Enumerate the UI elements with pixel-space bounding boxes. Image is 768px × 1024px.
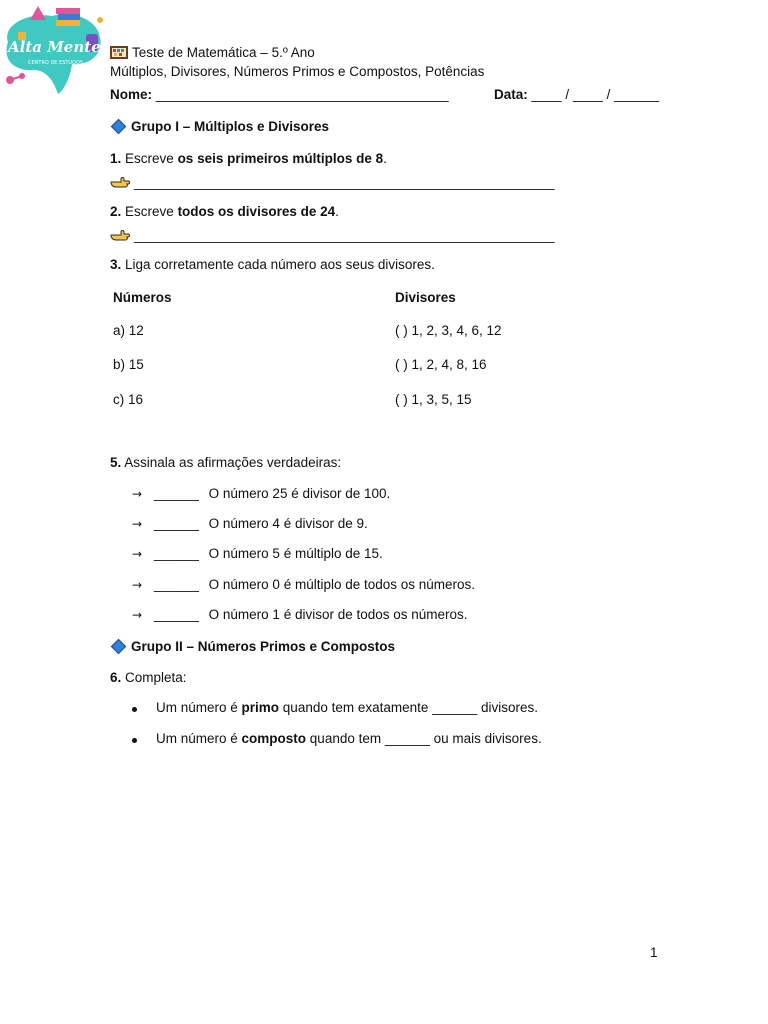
match-divisors[interactable]: ( ) 1, 2, 3, 4, 6, 12	[395, 323, 502, 338]
question-6: 6. Completa:	[110, 670, 187, 685]
bullet-icon	[132, 707, 137, 712]
column-header-divisors: Divisores	[395, 290, 456, 305]
statement-item	[132, 607, 468, 622]
name-field[interactable]	[110, 87, 449, 102]
match-number: c) 16	[113, 392, 144, 407]
blue-diamond-icon	[111, 639, 127, 655]
statement-blank[interactable]: ______	[153, 516, 199, 531]
match-divisors[interactable]: ( ) 1, 3, 5, 15	[395, 392, 472, 407]
abacus-icon	[110, 46, 128, 62]
blue-diamond-icon	[111, 119, 127, 135]
page-number: 1	[650, 945, 658, 960]
question-2-answer[interactable]: ________________________________________________________	[110, 228, 554, 246]
page-title: Teste de Matemática – 5.º Ano	[110, 45, 315, 62]
page-subtitle: Múltiplos, Divisores, Números Primos e Compostos, Potências	[110, 64, 485, 79]
alta-mente-logo	[0, 2, 108, 94]
arrow-icon: →	[132, 487, 143, 501]
pointing-hand-icon	[110, 229, 130, 246]
match-number: a) 12	[113, 323, 144, 338]
question-2: 2. Escreve todos os divisores de 24.	[110, 204, 339, 219]
statement-text: O número 4 é divisor de 9.	[208, 516, 368, 531]
arrow-icon: →	[132, 608, 143, 622]
statement-item	[132, 546, 383, 561]
statement-item	[132, 516, 368, 531]
statement-blank[interactable]: ______	[153, 546, 199, 561]
statement-item	[132, 577, 475, 592]
statement-text: O número 25 é divisor de 100.	[208, 486, 391, 501]
arrow-icon: →	[132, 547, 143, 561]
arrow-icon: →	[132, 578, 143, 592]
statement-blank[interactable]: ______	[153, 486, 199, 501]
group-1-heading: Grupo I – Múltiplos e Divisores	[110, 119, 329, 134]
statement-item	[132, 486, 390, 501]
completion-item[interactable]: Um número é primo quando tem exatamente ______ divisores.	[156, 700, 538, 715]
statement-text: O número 5 é múltiplo de 15.	[208, 546, 383, 561]
question-5: 5. Assinala as afirmações verdadeiras:	[110, 455, 342, 470]
name-label: Nome:	[110, 87, 153, 102]
pointing-hand-icon	[110, 176, 130, 193]
date-label: Data:	[494, 87, 528, 102]
date-blank[interactable]: ____ / ____ / ______	[531, 87, 660, 102]
name-blank[interactable]: _______________________________________	[155, 87, 449, 102]
completion-item[interactable]: Um número é composto quando tem ______ ou mais divisores.	[156, 731, 542, 746]
date-field[interactable]	[494, 87, 659, 102]
match-divisors[interactable]: ( ) 1, 2, 4, 8, 16	[395, 357, 487, 372]
match-number: b) 15	[113, 357, 144, 372]
question-1-answer[interactable]: ________________________________________________________	[110, 175, 554, 193]
question-1: 1. Escreve os seis primeiros múltiplos de 8.	[110, 151, 387, 166]
group-2-heading: Grupo II – Números Primos e Compostos	[110, 639, 395, 654]
logo-subtitle: CENTRO DE ESTUDOS	[28, 60, 84, 66]
statement-text: O número 1 é divisor de todos os números.	[208, 607, 468, 622]
arrow-icon: →	[132, 517, 143, 531]
column-header-numbers: Números	[113, 290, 172, 305]
statement-blank[interactable]: ______	[153, 607, 199, 622]
statement-text: O número 0 é múltiplo de todos os números.	[208, 577, 476, 592]
bullet-icon	[132, 738, 137, 743]
logo-text: Alta Mente	[8, 38, 101, 56]
question-3: 3. Liga corretamente cada número aos seus divisores.	[110, 257, 435, 272]
statement-blank[interactable]: ______	[153, 577, 199, 592]
